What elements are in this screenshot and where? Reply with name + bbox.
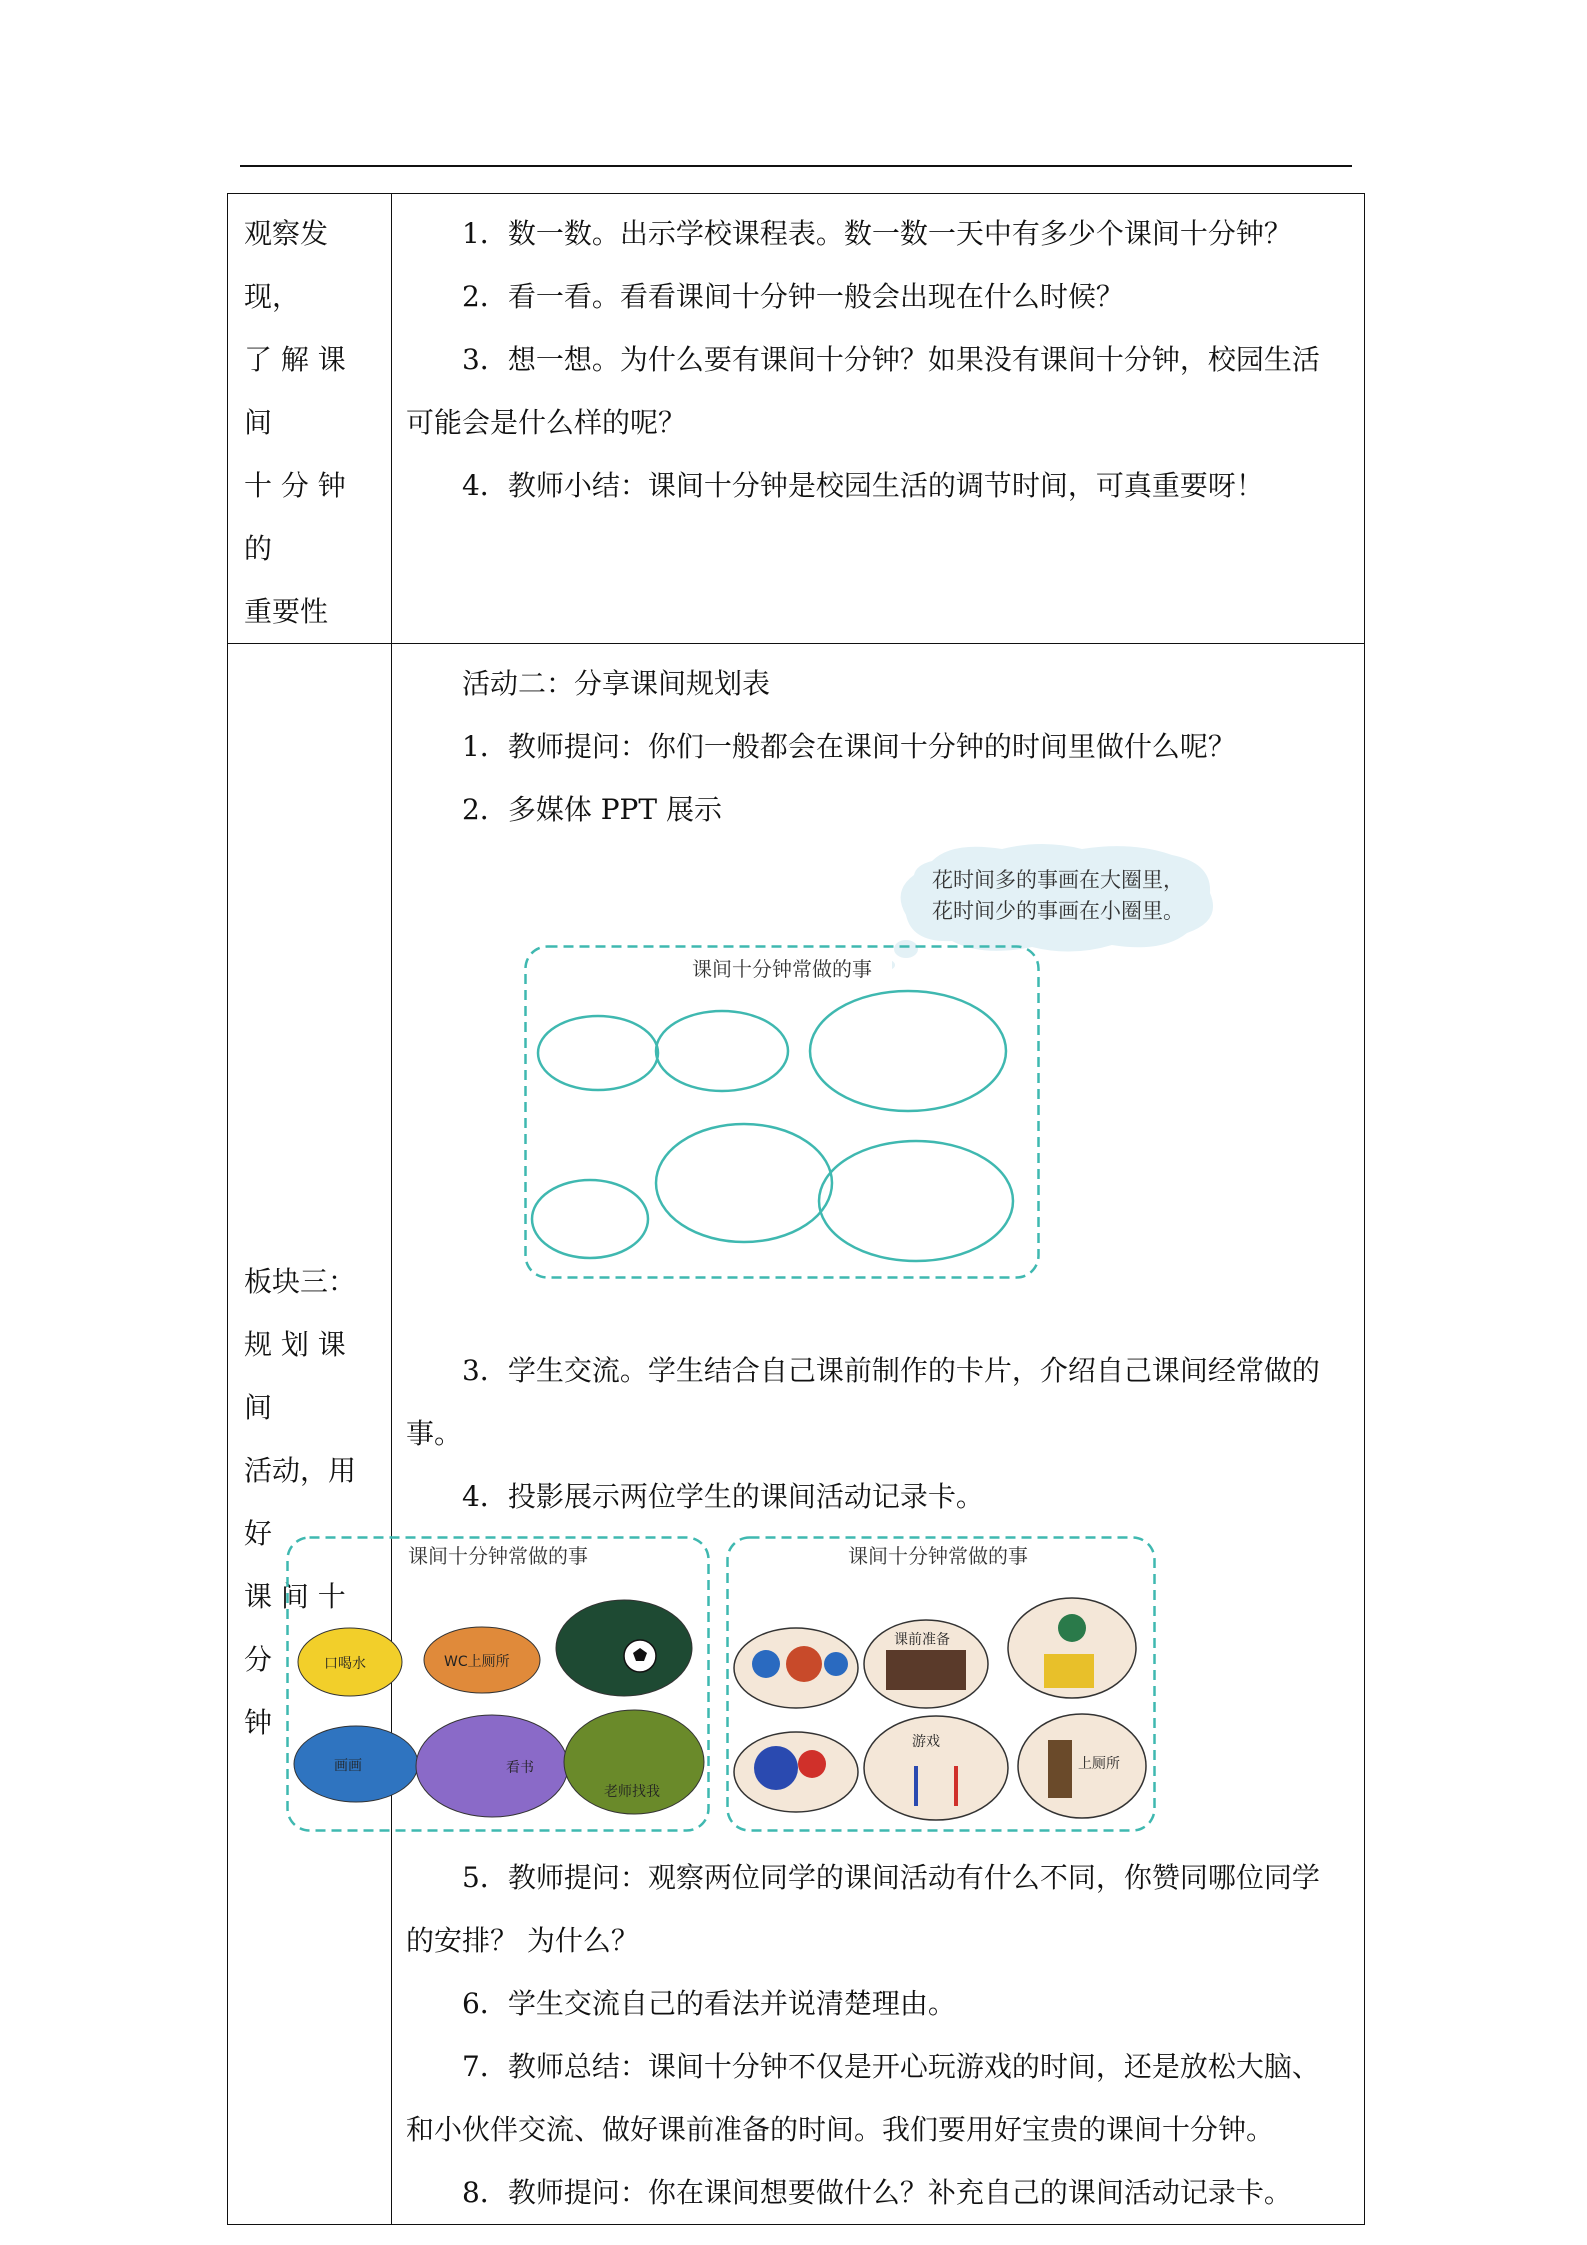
speech-text: 花时间多的事画在大圈里， [932, 868, 1184, 892]
row2-label-line: 课 间 十 分 [244, 1580, 346, 1676]
row1-paragraph: 3．想一想。为什么要有课间十分钟？如果没有课间十分钟，校园生活可能会是什么样的呢？ [406, 343, 1320, 439]
row2-content-cell [324, 644, 1365, 2225]
row2-paragraph: 4．投影展示两位学生的课间活动记录卡。 [462, 1480, 984, 1513]
row1-paragraph: 4．教师小结：课间十分钟是校园生活的调节时间，可真重要呀！ [462, 469, 1264, 502]
drawing-detail [786, 1646, 822, 1682]
lesson-plan-table [227, 193, 1365, 2225]
row1-label-line: 重要性 [244, 595, 329, 628]
row2-paragraph: 3．学生交流。学生结合自己课前制作的卡片，介绍自己课间经常做的事。 [406, 1354, 1320, 1450]
drawing-detail [886, 1650, 966, 1690]
row1-paragraph: 1．数一数。出示学校课程表。数一数一天中有多少个课间十分钟？ [462, 217, 1292, 250]
activity-oval-label: 口喝水 [324, 1656, 366, 1672]
row1-label-line: 十 分 钟 的 [244, 469, 346, 565]
row2-label-line: 规 划 课 间 [244, 1328, 346, 1424]
row2-paragraph: 7．教师总结：课间十分钟不仅是开心玩游戏的时间，还是放松大脑、和小伙伴交流、做好课前准备的时间。我们要用好宝贵的课间十分钟。 [406, 2050, 1320, 2146]
drawing-detail [824, 1652, 848, 1676]
activity-oval [864, 1716, 1008, 1820]
activity-oval-label: WC上厕所 [444, 1654, 510, 1670]
empty-circle [532, 1180, 648, 1258]
speech-bubble [892, 841, 1222, 951]
circle-plan-figure [406, 841, 1346, 1339]
speech-text: 花时间少的事画在小圈里。 [932, 899, 1184, 923]
activity-oval-label: 上厕所 [1078, 1756, 1120, 1772]
row2-label-line: 板块三： [244, 1265, 357, 1298]
row2-paragraph: 2．多媒体 PPT 展示 [462, 793, 722, 826]
activity-oval [556, 1600, 692, 1696]
row2-label-line: 钟 [244, 1706, 273, 1739]
row2-label-cell [228, 644, 392, 2225]
row1-label-line: 了 解 课 间 [244, 343, 346, 439]
row1-content-cell [392, 194, 1365, 644]
drawing-detail [754, 1746, 798, 1790]
empty-circle [810, 991, 1006, 1111]
student-cards [324, 1528, 1346, 1846]
student-card-1 [286, 1536, 710, 1832]
row1-label-line: 观察发现， [244, 217, 329, 313]
row1-paragraph: 2．看一看。看看课间十分钟一般会出现在什么时候？ [462, 280, 1124, 313]
activity-title: 活动二：分享课间规划表 [462, 667, 771, 700]
drawing-detail [1058, 1614, 1086, 1642]
card-title: 课间十分钟常做的事 [848, 1544, 1028, 1568]
drawing-detail [752, 1650, 780, 1678]
empty-circle [819, 1141, 1013, 1261]
row2-label-line: 活动，用好 [244, 1454, 357, 1550]
row2-paragraph: 6．学生交流自己的看法并说清楚理由。 [462, 1987, 956, 2020]
activity-oval-label: 课前准备 [894, 1632, 950, 1648]
card-title: 课间十分钟常做的事 [408, 1544, 588, 1568]
row2-paragraph: 8．教师提问：你在课间想要做什么？补充自己的课间活动记录卡。 [462, 2176, 1292, 2209]
drawing-detail [1044, 1654, 1094, 1688]
empty-circle [538, 1016, 658, 1090]
empty-circles-box [524, 945, 1040, 1279]
activity-oval-label: 画画 [334, 1758, 362, 1774]
activity-oval [416, 1715, 568, 1817]
student-card-2 [726, 1536, 1150, 1832]
activity-oval-label: 游戏 [912, 1734, 940, 1750]
row1-label-cell [228, 194, 392, 644]
drawing-detail [798, 1750, 826, 1778]
table-row [228, 194, 1365, 644]
row2-paragraph: 5．教师提问：观察两位同学的课间活动有什么不同，你赞同哪位同学的安排？ 为什么？ [406, 1861, 1320, 1957]
empty-circle [656, 1124, 832, 1242]
table-row [228, 644, 1365, 2225]
figure-title: 课间十分钟常做的事 [692, 957, 872, 981]
row2-paragraph: 1．教师提问：你们一般都会在课间十分钟的时间里做什么呢？ [462, 730, 1236, 763]
drawing-detail [1048, 1740, 1072, 1798]
activity-oval-label: 老师找我 [604, 1784, 660, 1800]
empty-circle [656, 1011, 788, 1091]
header-rule [240, 165, 1352, 167]
activity-oval-label: 看书 [506, 1760, 534, 1776]
